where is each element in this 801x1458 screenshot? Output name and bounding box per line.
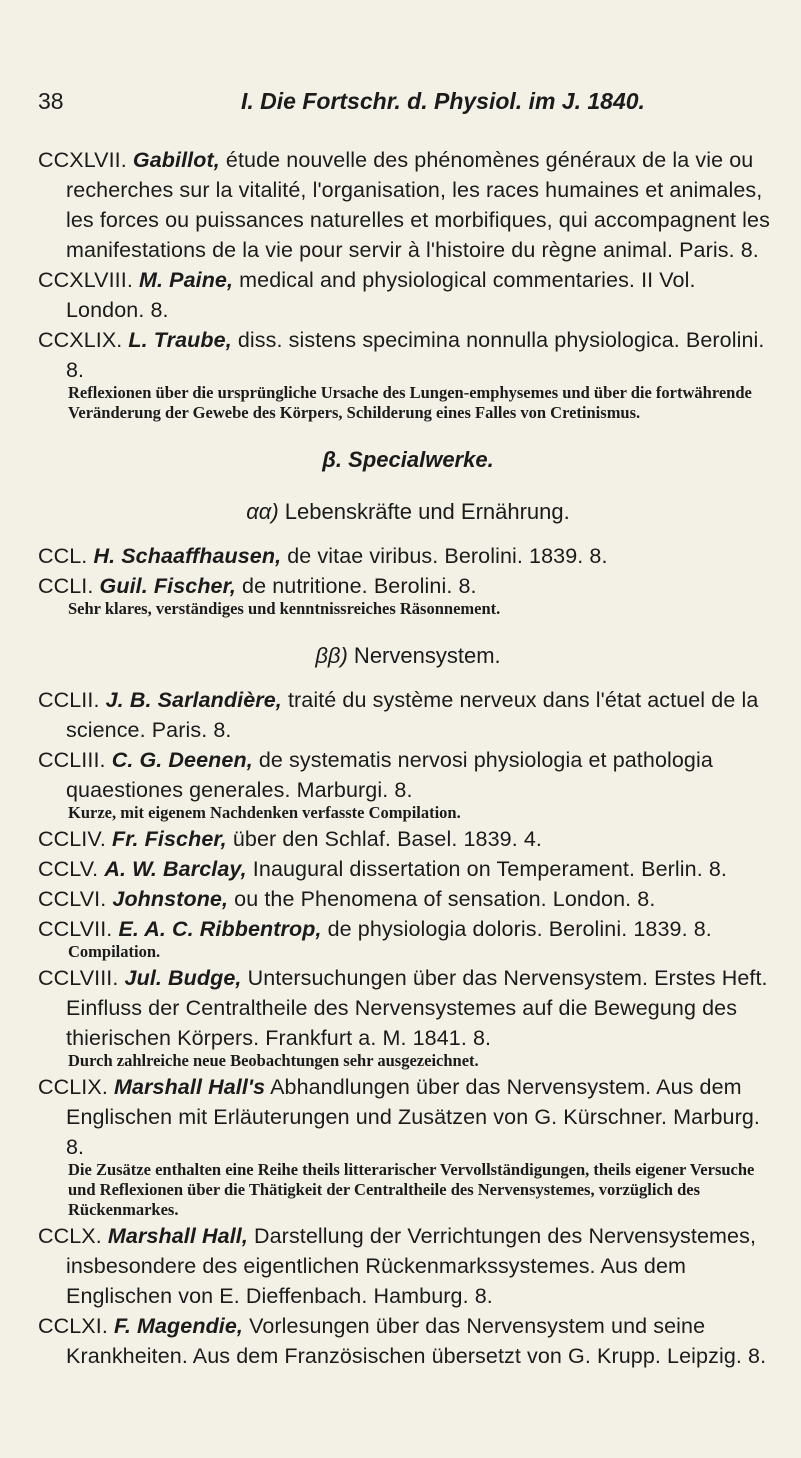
entry-number: CCLXI. [38,1314,108,1338]
entry-author: Marshall Hall, [107,1224,248,1248]
bibliography-entry [38,1311,778,1371]
entry-author: Marshall Hall's [113,1075,266,1099]
entry-author: F. Magendie, [113,1314,244,1338]
entry-author: A. W. Barclay, [104,857,247,881]
bibliography-entry [38,265,778,325]
entry-number: CCLII. [38,688,100,712]
bibliography-entry [38,824,778,854]
entry-note: Sehr klares, verständiges und kenntnissreiches Räsonnement. [68,599,501,618]
entry-number: CCLI. [38,574,94,598]
section-heading-specialwerke: β. Specialwerke. [322,447,494,472]
entry-note: Die Zusätze enthalten eine Reihe theils litterarischer Vervollständigungen, theils eigener Versuche und Reflexionen über die Thätigkeit der Centraltheile des Nervensystemes, vorzüglich des Rückenmarkes. [68,1160,755,1219]
entry-text: medical and physiological commentaries. II Vol. London. 8. [66,268,696,322]
bibliography-entry [38,745,778,805]
entry-note: Compilation. [68,942,161,961]
entry-number: CCL. [38,544,88,568]
bibliography-entry [38,1072,778,1162]
section-heading-lebenskraefte [38,497,778,527]
entry-number: CCXLVII. [38,148,127,172]
entry-number: CCXLIX. [38,328,123,352]
entry-author: M. Paine, [138,268,234,292]
entry-group-general [38,145,778,423]
entry-author: Jul. Budge, [124,966,242,990]
entry-number: CCLVII. [38,917,113,941]
entry-author: C. G. Deenen, [111,748,253,772]
entry-author: E. A. C. Ribbentrop, [118,917,322,941]
entry-text: traité du système nerveux dans l'état actuel de la science. Paris. 8. [66,688,759,742]
entry-number: CCXLVIII. [38,268,133,292]
entry-text: de physiologia doloris. Berolini. 1839. 8. [321,917,712,941]
entry-author: L. Traube, [128,328,232,352]
page-header [38,88,778,122]
entry-text: Abhandlungen über das Nervensystem. Aus dem Englischen mit Erläuterungen und Zusätzen von G. Kürschner. Marburg. 8. [66,1075,760,1159]
entry-author: Gabillot, [132,148,220,172]
entry-text: Untersuchungen über das Nervensystem. Erstes Heft. Einfluss der Centraltheile des Nervensystemes auf die Bewegung des thierischen Körpers. Frankfurt a. M. 1841. 8. [66,966,768,1050]
bibliography-entry [38,325,778,385]
entry-number: CCLIII. [38,748,106,772]
section-label: αα) [246,499,279,524]
bibliography-entry [38,884,778,914]
entry-note: Reflexionen über die ursprüngliche Ursache des Lungen-emphysemes und über die fortwährende Veränderung der Gewebe des Körpers, Schilderung eines Falles von Cretinismus. [68,383,752,422]
entry-number: CCLIX. [38,1075,108,1099]
section-title: Lebenskräfte und Ernährung. [278,499,570,524]
entry-author: Fr. Fischer, [112,827,227,851]
entry-text: de systematis nervosi physiologia et pathologia quaestiones generales. Marburgi. 8. [66,748,713,802]
entry-group-lebenskraefte [38,541,778,619]
running-title: I. Die Fortschr. d. Physiol. im J. 1840. [241,88,645,114]
entry-author: Johnstone, [112,887,229,911]
entry-text: de vitae viribus. Berolini. 1839. 8. [281,544,608,568]
entry-note: Kurze, mit eigenem Nachdenken verfasste Compilation. [68,803,461,822]
entry-author: J. B. Sarlandière, [105,688,282,712]
entry-text: Inaugural dissertation on Temperament. Berlin. 8. [246,857,727,881]
section-title: Nervensystem. [347,643,501,668]
bibliography [38,145,778,1371]
entry-text: étude nouvelle des phénomènes généraux de la vie ou recherches sur la vitalité, l'organisation, les races humaines et animales, les forces ou puissances naturelles et morbifiques, qui accompagnent les manifestations de la vie pour servir à l'histoire du règne animal. Paris. 8. [66,148,770,262]
entry-text: diss. sistens specimina nonnulla physiologica. Berolini. 8. [66,328,765,382]
entry-number: CCLVI. [38,887,107,911]
entry-text: de nutritione. Berolini. 8. [235,574,477,598]
page-number: 38 [38,88,64,114]
bibliography-entry [38,685,778,745]
entry-number: CCLIV. [38,827,106,851]
bibliography-entry [38,914,778,944]
bibliography-entry [38,854,778,884]
entry-text: Vorlesungen über das Nervensystem und seine Krankheiten. Aus dem Französischen übersetzt von G. Krupp. Leipzig. 8. [66,1314,767,1368]
section-label: ββ) [315,643,348,668]
entry-number: CCLX. [38,1224,102,1248]
bibliography-entry [38,963,778,1053]
entry-text: ou the Phenomena of sensation. London. 8. [228,887,656,911]
bibliography-entry [38,541,778,571]
section-heading-nervensystem [38,641,778,671]
bibliography-entry [38,571,778,601]
entry-text: Darstellung der Verrichtungen des Nervensystemes, insbesondere des eigentlichen Rückenmarkssystemes. Aus dem Englischen von E. Dieffenbach. Hamburg. 8. [66,1224,757,1308]
entry-note: Durch zahlreiche neue Beobachtungen sehr ausgezeichnet. [68,1051,479,1070]
entry-text: über den Schlaf. Basel. 1839. 4. [226,827,543,851]
bibliography-entry [38,1221,778,1311]
entry-number: CCLVIII. [38,966,119,990]
entry-number: CCLV. [38,857,99,881]
entry-author: Guil. Fischer, [99,574,236,598]
bibliography-entry [38,145,778,265]
entry-author: H. Schaaffhausen, [93,544,282,568]
entry-group-nervensystem [38,685,778,1371]
